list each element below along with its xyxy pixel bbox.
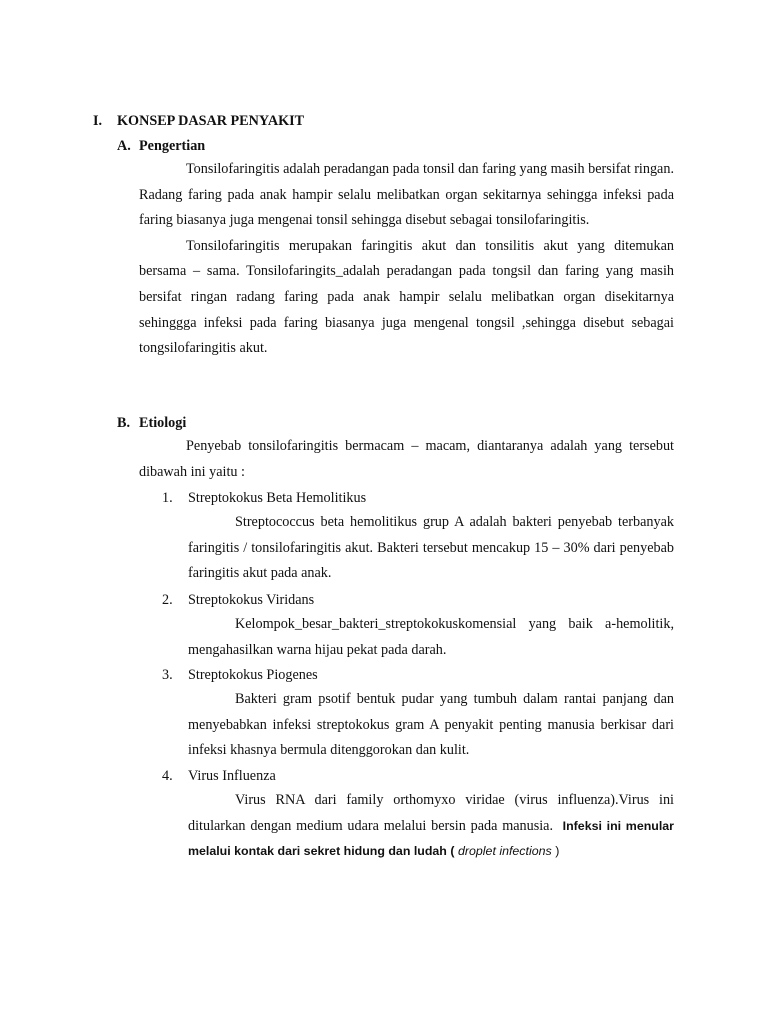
pengertian-paragraph-1: Tonsilofaringitis adalah peradangan pada tonsil dan faring yang masih bersifat ringan. Radang faring pada anak hampir selalu melibatkan organ sekitarnya sehingga infeksi pada faring biasanya juga mengenai tonsil sehingga disebut sebagai tonsilofaringitis.	[139, 161, 674, 229]
subsection-b-heading: Etiologi	[139, 415, 187, 431]
description-bold-text: Infeksi ini menular melalui kontak dari sekret hidung dan ludah (	[188, 818, 675, 859]
list-item-number: 1.	[162, 490, 173, 506]
list-item-title: Streptokokus Beta Hemolitikus	[188, 490, 367, 506]
pengertian-paragraph-2: Tonsilofaringitis merupakan faringitis akut dan tonsilitis akut yang ditemukan bersama – sama. Tonsilofaringits_adalah peradangan pada tongsil dan faring yang masih bersifat ringan radang faring pada anak hampir selalu melibatkan organ disekitarnya sehinggga infeksi pada faring biasanya juga mengenal tongsil ,sehingga disebut sebagai tongsilofaringitis akut.	[139, 237, 674, 357]
etiologi-intro	[139, 434, 674, 485]
list-item-description-text: Kelompok_besar_bakteri_streptokokuskomensial yang baik a-hemolitik, mengahasilkan warna hijau pekat pada darah.	[188, 616, 674, 658]
subsection-a-letter: A.	[117, 138, 131, 154]
description-plain-text: Virus RNA dari family orthomyxo viridae (virus influenza).Virus ini ditularkan dengan medium udara melalui bersin pada manusia.	[188, 792, 674, 834]
description-closing-paren: )	[555, 844, 560, 859]
list-item-description	[188, 510, 674, 587]
list-item-number: 3.	[162, 667, 173, 683]
section-number: I.	[93, 113, 103, 129]
list-item-description-text: Bakteri gram psotif bentuk pudar yang tumbuh dalam rantai panjang dan menyebabkan infeksi streptokokus gram A penyakit penting manusia berkisar dari infeksi khasnya bermula ditenggorokan dan kulit.	[188, 691, 674, 759]
subsection-b-letter: B.	[117, 415, 131, 431]
list-item-description	[188, 788, 674, 865]
list-item-description	[188, 612, 674, 663]
section-title: KONSEP DASAR PENYAKIT	[117, 113, 305, 129]
list-item-number: 4.	[162, 768, 173, 784]
list-item-description-text: Streptococcus beta hemolitikus grup A adalah bakteri penyebab terbanyak faringitis / tonsilofaringitis akut. Bakteri tersebut mencakup 15 – 30% dari penyebab faringitis akut pada anak.	[188, 514, 674, 582]
pengertian-body	[139, 157, 674, 362]
list-item-description-text	[188, 788, 674, 865]
list-item-title: Streptokokus Piogenes	[188, 667, 318, 683]
etiologi-intro-text: Penyebab tonsilofaringitis bermacam – macam, diantaranya adalah yang tersebut dibawah ini yaitu :	[139, 438, 674, 480]
list-item-title: Streptokokus Viridans	[188, 592, 315, 608]
list-item-title: Virus Influenza	[188, 768, 276, 784]
subsection-a-heading: Pengertian	[139, 138, 206, 154]
list-item-description	[188, 687, 674, 764]
list-item-number: 2.	[162, 592, 173, 608]
description-italic-text: droplet infections	[458, 844, 552, 859]
